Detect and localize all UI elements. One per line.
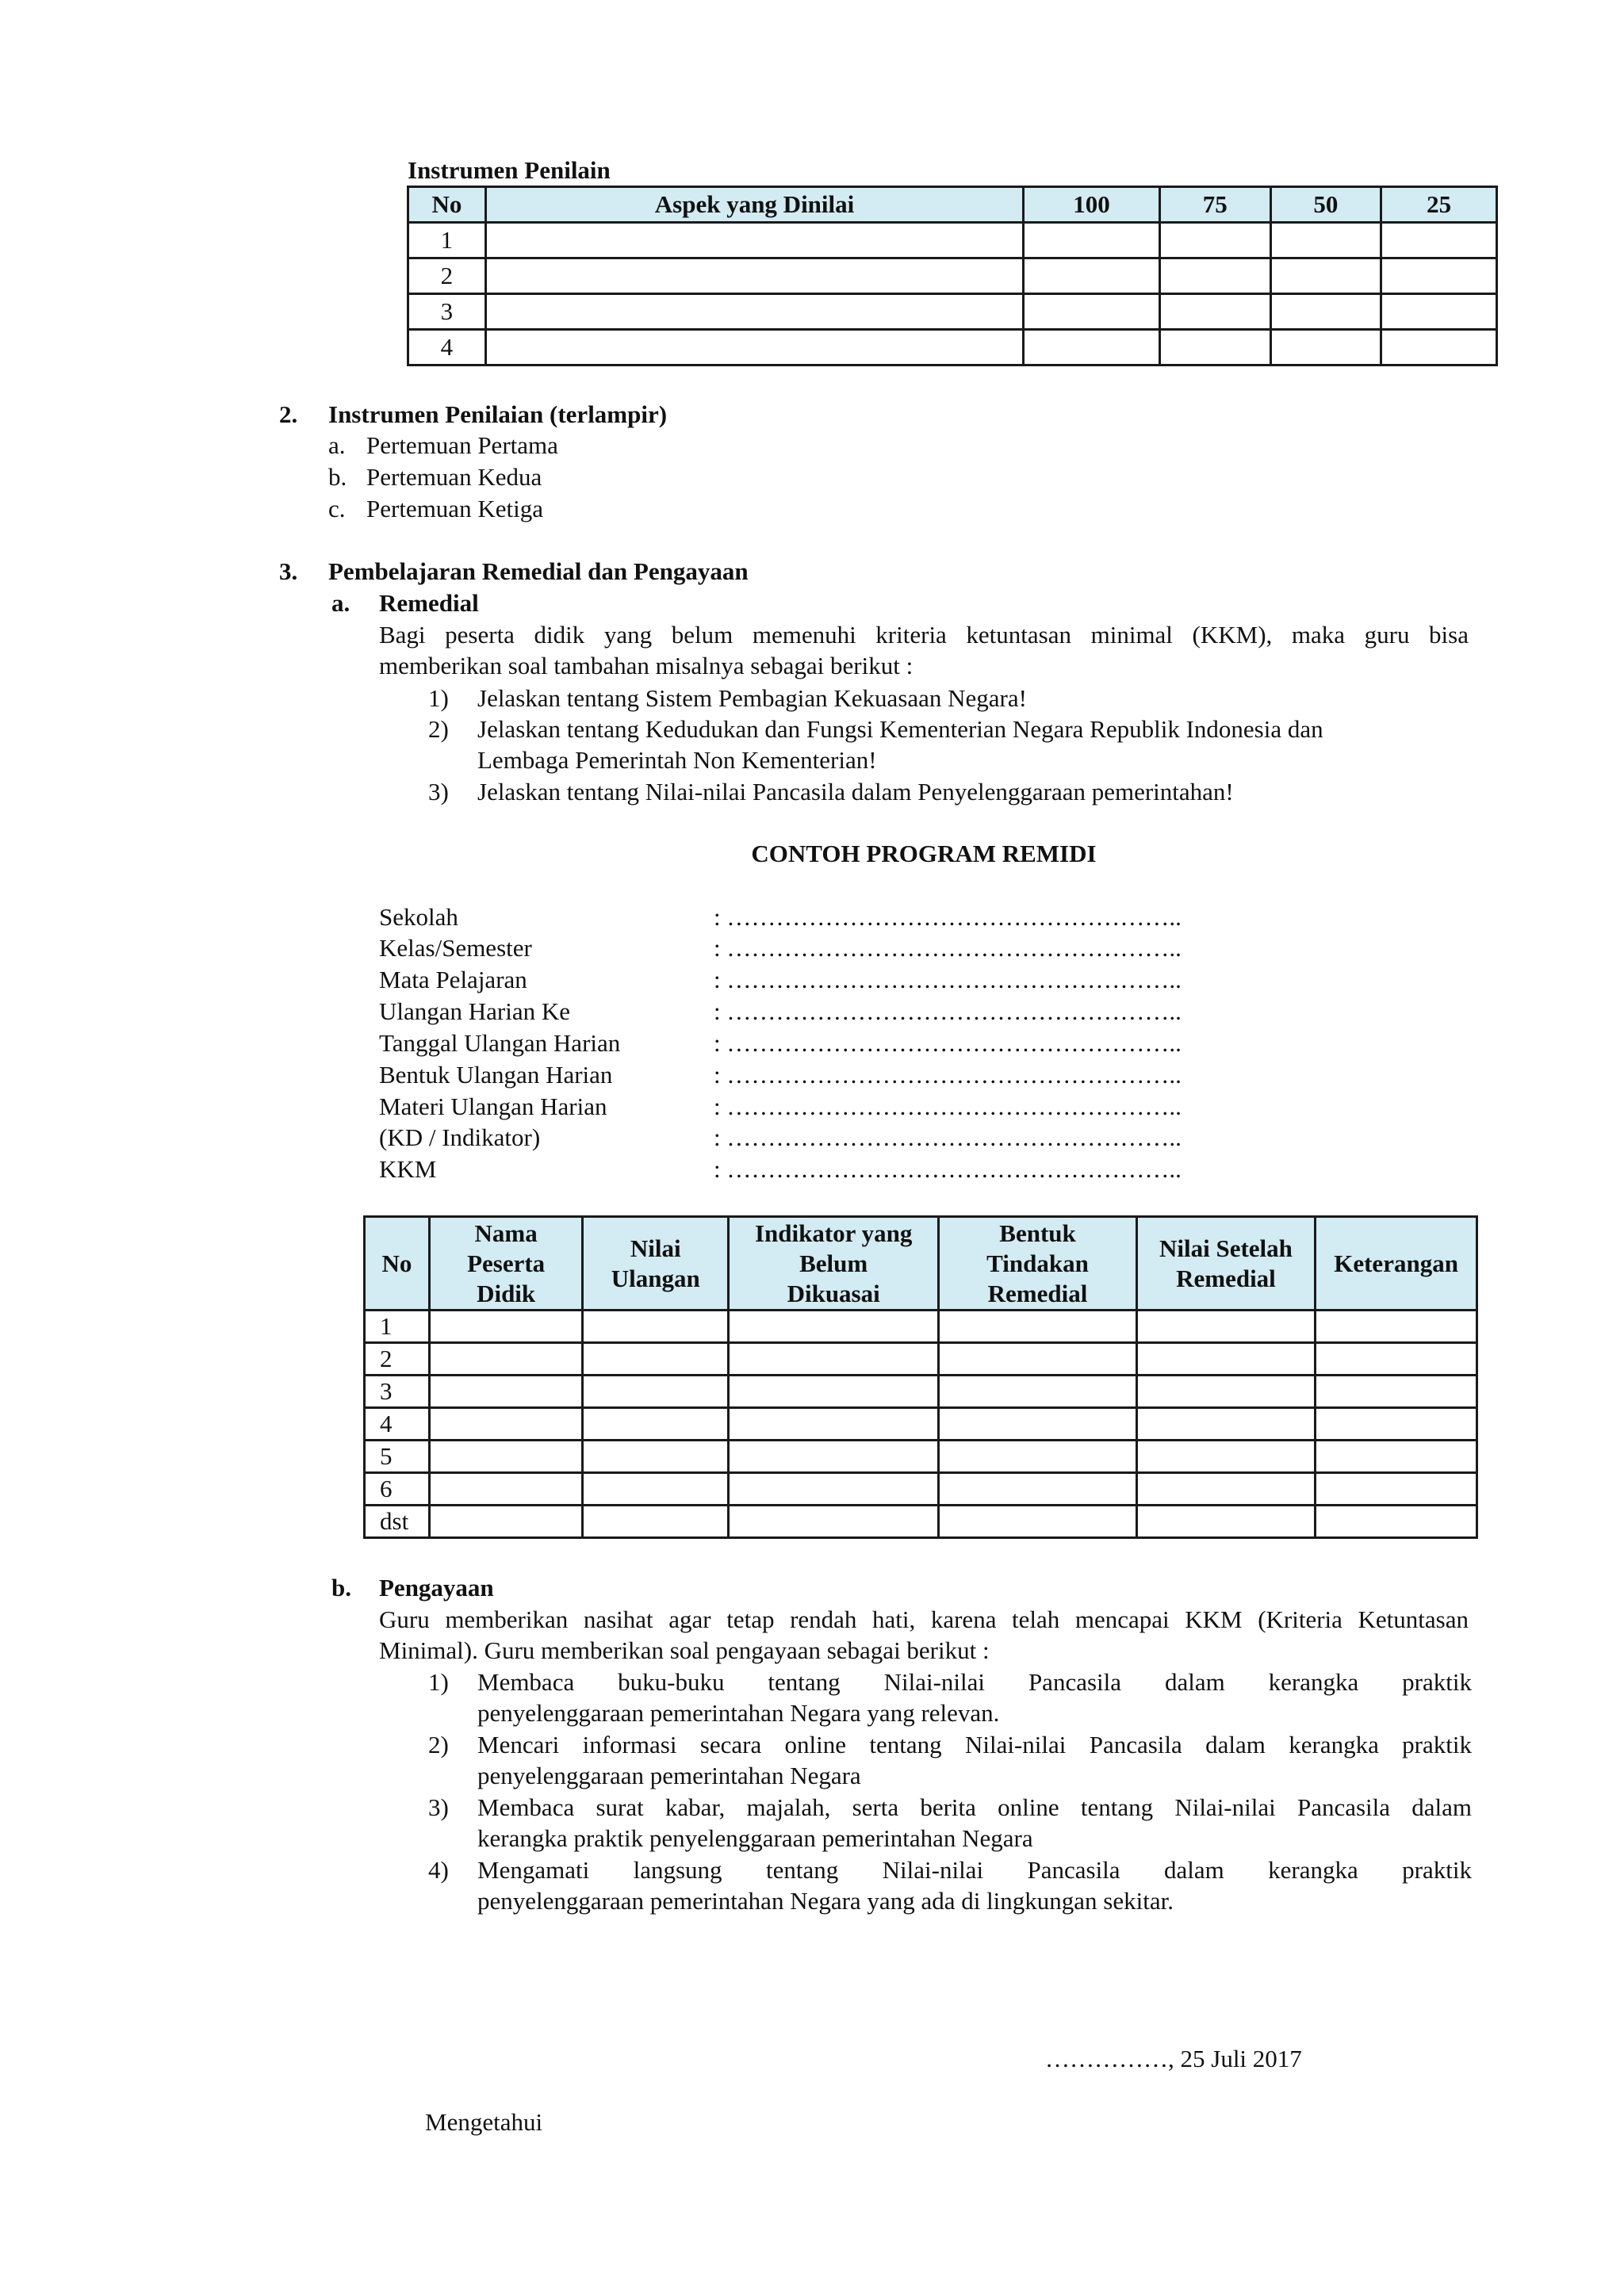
- table-cell[interactable]: [1136, 1376, 1315, 1408]
- table-cell[interactable]: [1316, 1376, 1477, 1408]
- table-cell[interactable]: [485, 223, 1023, 258]
- row-number: 3: [365, 1376, 430, 1408]
- list-item-letter: a.: [328, 431, 346, 459]
- section-3-number: 3.: [279, 557, 298, 585]
- field-label: (KD / Indikator): [379, 1123, 541, 1151]
- col-header-100: 100: [1024, 187, 1160, 223]
- table-cell[interactable]: [485, 294, 1023, 330]
- program-title: CONTOH PROGRAM REMIDI: [751, 840, 1097, 867]
- table-cell[interactable]: [939, 1311, 1136, 1343]
- list-item-number: 3): [428, 1793, 449, 1821]
- field-value[interactable]: : ………………………………………………..: [714, 966, 1182, 993]
- table-cell[interactable]: [939, 1376, 1136, 1408]
- list-item-letter: c.: [328, 495, 346, 522]
- table-cell[interactable]: [429, 1441, 583, 1473]
- list-item: Membaca surat kabar, majalah, serta berita online tentang Nilai-nilai Pancasila dalam: [477, 1793, 1472, 1821]
- section-3-title: Pembelajaran Remedial dan Pengayaan: [328, 557, 749, 585]
- table-row: [365, 1376, 1477, 1408]
- col-header-keterangan: Keterangan: [1316, 1217, 1477, 1311]
- field-value[interactable]: : ………………………………………………..: [714, 903, 1182, 931]
- instrumen-table: [407, 186, 1498, 366]
- table-header-row: [365, 1217, 1477, 1311]
- row-number: 5: [365, 1441, 430, 1473]
- list-item-number: 2): [428, 715, 449, 743]
- table-cell[interactable]: [1270, 223, 1381, 258]
- table-cell[interactable]: [1316, 1343, 1477, 1376]
- table-cell[interactable]: [1270, 294, 1381, 330]
- field-value[interactable]: : ………………………………………………..: [714, 1061, 1182, 1089]
- list-item-letter: b.: [328, 463, 347, 491]
- table-cell[interactable]: [583, 1441, 729, 1473]
- list-item: Mencari informasi secara online tentang Nilai-nilai Pancasila dalam kerangka praktik: [477, 1731, 1472, 1758]
- table-cell[interactable]: [429, 1376, 583, 1408]
- field-label: Tanggal Ulangan Harian: [379, 1029, 621, 1057]
- field-label: Ulangan Harian Ke: [379, 997, 571, 1025]
- table-cell[interactable]: [1159, 294, 1270, 330]
- list-item-continuation: penyelenggaraan pemerintahan Negara: [477, 1762, 861, 1789]
- list-item-number: 2): [428, 1731, 449, 1758]
- list-item: Jelaskan tentang Kedudukan dan Fungsi Kementerian Negara Republik Indonesia dan: [477, 715, 1323, 743]
- table-cell[interactable]: [429, 1408, 583, 1441]
- table-row: [408, 294, 1497, 330]
- table-cell[interactable]: [939, 1408, 1136, 1441]
- remedial-intro-line1: Bagi peserta didik yang belum memenuhi kriteria ketuntasan minimal (KKM), maka guru bisa: [379, 621, 1469, 649]
- table-cell[interactable]: [1024, 330, 1160, 365]
- field-label: Bentuk Ulangan Harian: [379, 1061, 613, 1089]
- col-header-50: 50: [1270, 187, 1381, 223]
- table-cell[interactable]: [1270, 258, 1381, 294]
- table-row: [365, 1311, 1477, 1343]
- list-item: Pertemuan Kedua: [366, 463, 542, 491]
- table-cell[interactable]: [1136, 1408, 1315, 1441]
- table-cell[interactable]: [1159, 258, 1270, 294]
- col-header-nama: Nama Peserta Didik: [429, 1217, 583, 1311]
- col-header-no: No: [408, 187, 486, 223]
- remedial-intro-line2: memberikan soal tambahan misalnya sebagai berikut :: [379, 652, 914, 679]
- mengetahui-label: Mengetahui: [425, 2108, 543, 2136]
- table-row: [408, 258, 1497, 294]
- row-number: dst: [365, 1506, 430, 1538]
- table-header-row: [408, 187, 1497, 223]
- list-item: Membaca buku-buku tentang Nilai-nilai Pancasila dalam kerangka praktik: [477, 1668, 1472, 1696]
- instrumen-penilain-title: Instrumen Penilain: [408, 156, 611, 184]
- table-row: [365, 1343, 1477, 1376]
- table-cell[interactable]: [1136, 1343, 1315, 1376]
- table-cell[interactable]: [729, 1376, 939, 1408]
- table-cell[interactable]: [939, 1473, 1136, 1506]
- table-cell[interactable]: [1024, 294, 1160, 330]
- table-cell[interactable]: [1136, 1506, 1315, 1538]
- section-2-number: 2.: [279, 400, 298, 428]
- col-header-bentuk: Bentuk Tindakan Remedial: [939, 1217, 1136, 1311]
- table-cell[interactable]: [1136, 1441, 1315, 1473]
- table-row: [408, 330, 1497, 365]
- remedial-letter: a.: [331, 589, 350, 617]
- table-cell[interactable]: [583, 1376, 729, 1408]
- table-cell[interactable]: [1381, 258, 1497, 294]
- table-cell[interactable]: [729, 1311, 939, 1343]
- list-item-continuation: kerangka praktik penyelenggaraan pemerintahan Negara: [477, 1824, 1033, 1852]
- table-cell[interactable]: [1316, 1408, 1477, 1441]
- table-cell[interactable]: [1024, 223, 1160, 258]
- pengayaan-title: Pengayaan: [379, 1574, 494, 1601]
- table-cell[interactable]: [429, 1506, 583, 1538]
- pengayaan-intro-line1: Guru memberikan nasihat agar tetap rendah hati, karena telah mencapai KKM (Kriteria Ketuntasan: [379, 1605, 1469, 1633]
- table-cell[interactable]: [583, 1408, 729, 1441]
- field-value[interactable]: : ………………………………………………..: [714, 1029, 1182, 1057]
- table-cell[interactable]: [729, 1343, 939, 1376]
- table-row: [365, 1441, 1477, 1473]
- col-header-25: 25: [1381, 187, 1497, 223]
- table-cell[interactable]: [485, 258, 1023, 294]
- pengayaan-letter: b.: [331, 1574, 351, 1601]
- table-cell[interactable]: [1024, 258, 1160, 294]
- table-row: [408, 223, 1497, 258]
- field-label: Materi Ulangan Harian: [379, 1093, 607, 1120]
- field-label: Mata Pelajaran: [379, 966, 527, 993]
- table-row: [365, 1473, 1477, 1506]
- col-header-indikator: Indikator yang Belum Dikuasai: [729, 1217, 939, 1311]
- table-cell[interactable]: [729, 1473, 939, 1506]
- list-item-number: 1): [428, 1668, 449, 1696]
- field-value[interactable]: : ………………………………………………..: [714, 1123, 1182, 1151]
- table-cell[interactable]: [1136, 1473, 1315, 1506]
- field-label: KKM: [379, 1155, 437, 1183]
- table-cell[interactable]: [729, 1441, 939, 1473]
- table-row: [365, 1408, 1477, 1441]
- table-cell[interactable]: [1136, 1311, 1315, 1343]
- table-cell[interactable]: [583, 1311, 729, 1343]
- table-cell[interactable]: [939, 1441, 1136, 1473]
- table-cell[interactable]: [583, 1343, 729, 1376]
- col-header-no: No: [365, 1217, 430, 1311]
- col-header-nilai-ulangan: Nilai Ulangan: [583, 1217, 729, 1311]
- table-cell[interactable]: [939, 1506, 1136, 1538]
- list-item-number: 3): [428, 778, 449, 806]
- list-item-continuation: penyelenggaraan pemerintahan Negara yang ada di lingkungan sekitar.: [477, 1887, 1174, 1915]
- row-number: 4: [365, 1408, 430, 1441]
- row-number: 1: [365, 1311, 430, 1343]
- table-cell[interactable]: [429, 1473, 583, 1506]
- list-item: Mengamati langsung tentang Nilai-nilai Pancasila dalam kerangka praktik: [477, 1856, 1472, 1884]
- table-cell[interactable]: [485, 330, 1023, 365]
- row-number: 4: [408, 330, 486, 365]
- list-item: Pertemuan Pertama: [366, 431, 558, 459]
- table-cell[interactable]: [1316, 1473, 1477, 1506]
- list-item-number: 1): [428, 684, 449, 712]
- table-cell[interactable]: [583, 1506, 729, 1538]
- pengayaan-intro-line2: Minimal). Guru memberikan soal pengayaan sebagai berikut :: [379, 1636, 990, 1664]
- table-cell[interactable]: [1159, 223, 1270, 258]
- list-item-number: 4): [428, 1856, 449, 1884]
- table-cell[interactable]: [1381, 294, 1497, 330]
- list-item: Jelaskan tentang Nilai-nilai Pancasila dalam Penyelenggaraan pemerintahan!: [477, 778, 1234, 806]
- row-number: 2: [408, 258, 486, 294]
- table-cell[interactable]: [729, 1408, 939, 1441]
- row-number: 6: [365, 1473, 430, 1506]
- field-value[interactable]: : ………………………………………………..: [714, 1155, 1182, 1183]
- table-cell[interactable]: [1316, 1311, 1477, 1343]
- field-label: Kelas/Semester: [379, 934, 532, 962]
- table-cell[interactable]: [939, 1343, 1136, 1376]
- remedial-title: Remedial: [379, 589, 479, 617]
- table-cell[interactable]: [583, 1473, 729, 1506]
- table-cell[interactable]: [1270, 330, 1381, 365]
- table-cell[interactable]: [1381, 330, 1497, 365]
- table-cell[interactable]: [1381, 223, 1497, 258]
- col-header-nilai-setelah: Nilai Setelah Remedial: [1136, 1217, 1315, 1311]
- field-value[interactable]: : ………………………………………………..: [714, 997, 1182, 1025]
- row-number: 3: [408, 294, 486, 330]
- list-item: Jelaskan tentang Sistem Pembagian Kekuasaan Negara!: [477, 684, 1027, 712]
- table-cell[interactable]: [729, 1506, 939, 1538]
- list-item-continuation: Lembaga Pemerintah Non Kementerian!: [477, 746, 877, 774]
- list-item: Pertemuan Ketiga: [366, 495, 543, 522]
- field-value[interactable]: : ………………………………………………..: [714, 1093, 1182, 1120]
- table-cell[interactable]: [429, 1311, 583, 1343]
- list-item-continuation: penyelenggaraan pemerintahan Negara yang relevan.: [477, 1699, 1000, 1727]
- remidi-table: [363, 1215, 1478, 1539]
- row-number: 2: [365, 1343, 430, 1376]
- field-label: Sekolah: [379, 903, 458, 931]
- table-cell[interactable]: [1316, 1506, 1477, 1538]
- signature-date: ……………, 25 Juli 2017: [1045, 2045, 1302, 2072]
- field-value[interactable]: : ………………………………………………..: [714, 934, 1182, 962]
- col-header-aspek: Aspek yang Dinilai: [485, 187, 1023, 223]
- table-cell[interactable]: [429, 1343, 583, 1376]
- section-2-title: Instrumen Penilaian (terlampir): [328, 400, 668, 428]
- row-number: 1: [408, 223, 486, 258]
- col-header-75: 75: [1159, 187, 1270, 223]
- table-row: [365, 1506, 1477, 1538]
- table-cell[interactable]: [1159, 330, 1270, 365]
- table-cell[interactable]: [1316, 1441, 1477, 1473]
